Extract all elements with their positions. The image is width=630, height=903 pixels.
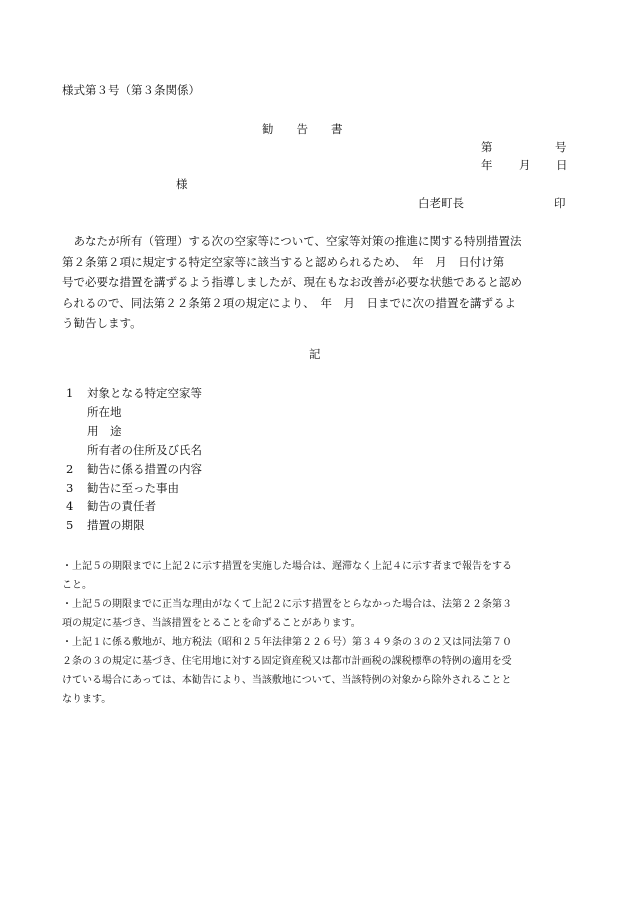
item-label: 措置の期限 (87, 518, 145, 532)
note-line: けている場合にあっては、本勧告により、当該敷地について、当該特例の対象から除外されることと (62, 675, 512, 686)
date-month: 月 (519, 158, 531, 172)
note-line: 項の規定に基づき、当該措置をとることを命ずることがあります。 (62, 618, 361, 629)
addressee-suffix: 様 (176, 177, 188, 191)
document-title: 勧 告 書 (262, 122, 343, 136)
ki-heading: 記 (309, 347, 321, 361)
item-label: 用 途 (87, 424, 122, 438)
issuer: 白老町長 (418, 196, 464, 210)
form-id: 様式第３号（第３条関係） (62, 83, 200, 97)
body-line: う勧告します。 (62, 316, 142, 330)
body-paragraph (62, 231, 572, 334)
doc-number-prefix: 第 (481, 140, 493, 154)
note-line: ・上記５の期限までに上記２に示す措置を実施した場合は、遅滞なく上記４に示す者まで報告をする (62, 561, 512, 572)
item-number: 1 (66, 386, 74, 400)
item-label: 勧告の責任者 (87, 499, 156, 513)
seal: 印 (554, 196, 566, 210)
item-label: 勧告に係る措置の内容 (87, 462, 202, 476)
item-label: 勧告に至った事由 (87, 481, 179, 495)
note-line: なります。 (62, 694, 112, 705)
item-number: 2 (66, 462, 74, 476)
body-line: 第２条第２項に規定する特定空家等に該当すると認められるため、 年 月 日付け第 (62, 254, 505, 269)
body-line: られるので、同法第２２条第２項の規定により、 年 月 日までに次の措置を講ずるよ (62, 295, 517, 310)
item-label: 対象となる特定空家等 (87, 386, 202, 400)
date-year: 年 (481, 158, 493, 172)
date-day: 日 (556, 158, 568, 172)
doc-number-suffix: 号 (555, 140, 567, 154)
note-line: ・上記１に係る敷地が、地方税法（昭和２５年法律第２２６号）第３４９条の３の２又は同法第７０ (62, 637, 512, 648)
body-line: あなたが所有（管理）する次の空家等について、空家等対策の推進に関する特別措置法 (62, 234, 522, 248)
item-number: 3 (66, 481, 74, 495)
item-label: 所在地 (87, 405, 122, 419)
note-line: ・上記５の期限までに正当な理由がなくて上記２に示す措置をとらなかった場合は、法第２２条第３ (62, 599, 512, 610)
item-label: 所有者の住所及び氏名 (87, 443, 202, 457)
item-number: 4 (66, 499, 74, 513)
note-line: こと。 (62, 580, 92, 591)
item-number: 5 (66, 518, 74, 532)
note-line: ２条の３の規定に基づき、住宅用地に対する固定資産税又は都市計画税の課税標準の特例の適用を受 (62, 656, 512, 667)
body-line: 号で必要な措置を講ずるよう指導しましたが、現在もなお改善が必要な状態であると認め (62, 275, 522, 289)
notes (62, 557, 570, 709)
